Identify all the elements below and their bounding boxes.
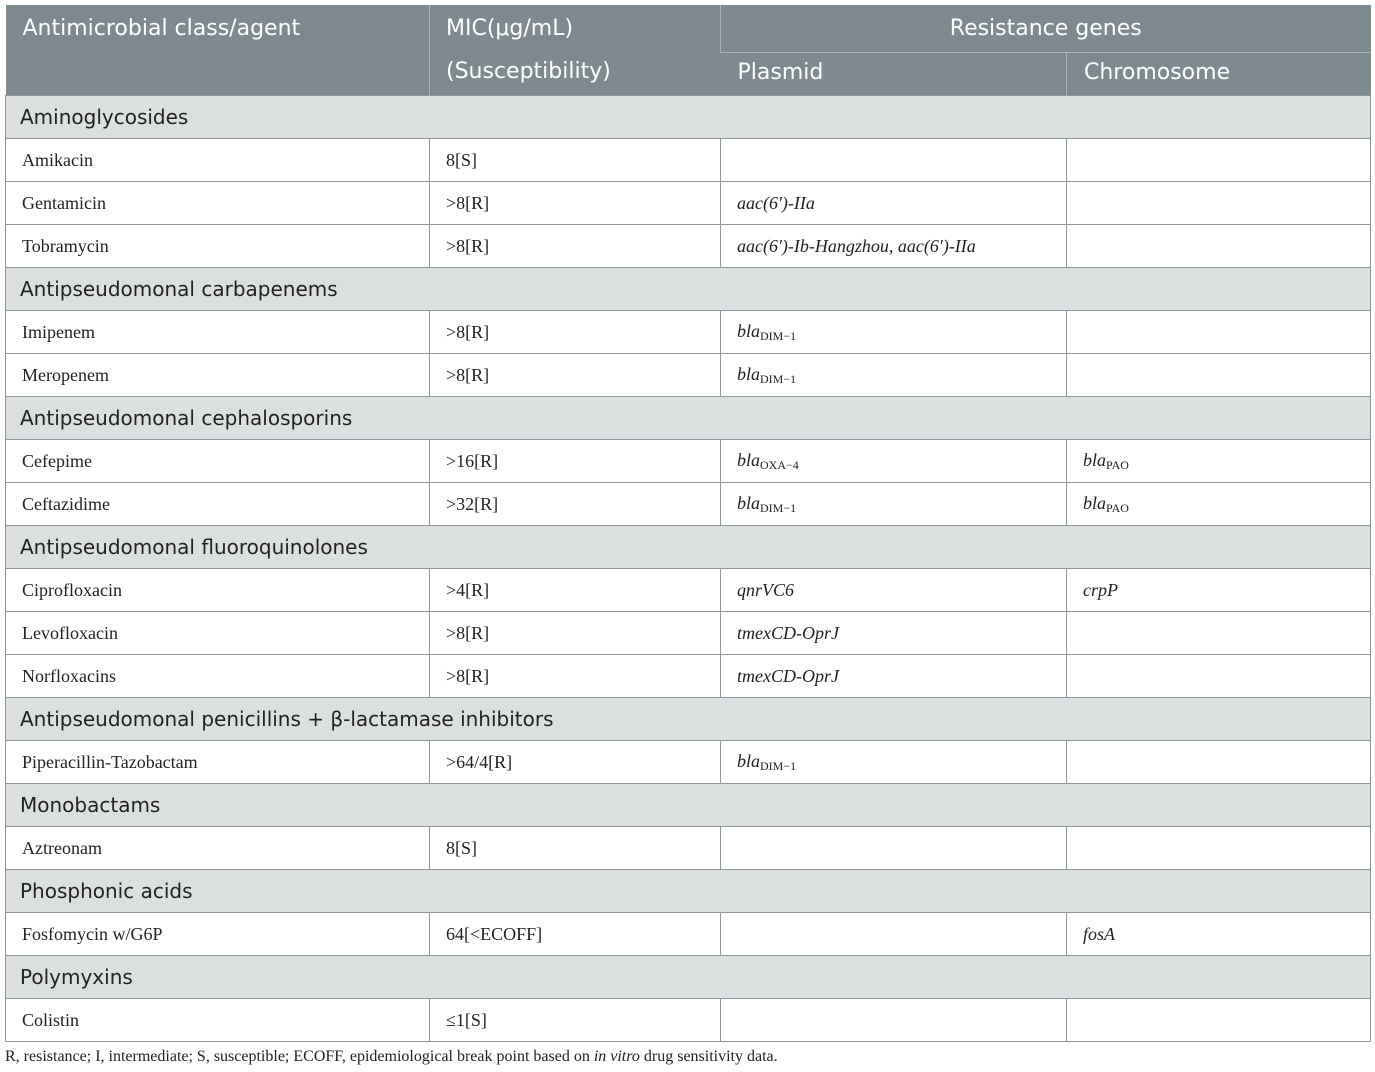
- plasmid-cell: bla$_{OXA-4}$: [721, 440, 1067, 483]
- mic-cell: >4[R]: [430, 569, 721, 612]
- header-agent: Antimicrobial class/agent: [6, 5, 430, 96]
- agent-cell: Colistin: [6, 999, 430, 1042]
- agent-cell: Fosfomycin w/G6P: [6, 913, 430, 956]
- table-row: [6, 913, 1371, 956]
- table-row: [6, 827, 1371, 870]
- plasmid-cell: bla$_{DIM-1}$: [721, 483, 1067, 526]
- category-penicillins: Antipseudomonal penicillins + β-lactamase inhibitors: [6, 698, 1371, 741]
- mic-cell: 8[S]: [430, 139, 721, 182]
- mic-cell: ≤1[S]: [430, 999, 721, 1042]
- agent-cell: Amikacin: [6, 139, 430, 182]
- header-mic-line2: (Susceptibility): [446, 59, 611, 84]
- header-plasmid: Plasmid: [721, 53, 1067, 96]
- table-row: [6, 354, 1371, 397]
- resistance-table-container: [5, 5, 1370, 1042]
- mic-cell: >8[R]: [430, 612, 721, 655]
- table-row: [6, 612, 1371, 655]
- table-row: [6, 311, 1371, 354]
- mic-cell: >64/4[R]: [430, 741, 721, 784]
- plasmid-cell: aac(6′)-Ib-Hangzhou, aac(6′)-IIa: [721, 225, 1067, 268]
- header-chromosome: Chromosome: [1067, 53, 1371, 96]
- mic-cell: 64[<ECOFF]: [430, 913, 721, 956]
- chromosome-cell: [1067, 354, 1371, 397]
- category-carbapenems: Antipseudomonal carbapenems: [6, 268, 1371, 311]
- header-resistance-genes: Resistance genes: [721, 5, 1371, 53]
- table-footnote: R, resistance; I, intermediate; S, susceptible; ECOFF, epidemiological break point based on in vitro drug sensitivity data.: [5, 1048, 778, 1065]
- mic-cell: >8[R]: [430, 655, 721, 698]
- category-row: [6, 526, 1371, 569]
- mic-cell: >16[R]: [430, 440, 721, 483]
- category-monobactams: Monobactams: [6, 784, 1371, 827]
- plasmid-cell: tmexCD-OprJ: [721, 655, 1067, 698]
- chromosome-cell: [1067, 655, 1371, 698]
- plasmid-cell: [721, 913, 1067, 956]
- table-row: [6, 182, 1371, 225]
- category-row: [6, 870, 1371, 913]
- agent-cell: Ceftazidime: [6, 483, 430, 526]
- plasmid-cell: bla$_{DIM-1}$: [721, 311, 1067, 354]
- header-mic-line1: MIC(μg/mL): [446, 16, 574, 41]
- table-header: [6, 5, 1371, 96]
- chromosome-cell: bla$_{PAO}$: [1067, 483, 1371, 526]
- category-row: [6, 397, 1371, 440]
- plasmid-cell: qnrVC6: [721, 569, 1067, 612]
- header-mic: [430, 5, 721, 96]
- chromosome-cell: bla$_{PAO}$: [1067, 440, 1371, 483]
- agent-cell: Tobramycin: [6, 225, 430, 268]
- chromosome-cell: [1067, 741, 1371, 784]
- plasmid-cell: tmexCD-OprJ: [721, 612, 1067, 655]
- category-row: [6, 96, 1371, 139]
- table-row: [6, 741, 1371, 784]
- agent-cell: Meropenem: [6, 354, 430, 397]
- agent-cell: Levofloxacin: [6, 612, 430, 655]
- chromosome-cell: [1067, 999, 1371, 1042]
- mic-cell: >8[R]: [430, 182, 721, 225]
- table-row: [6, 483, 1371, 526]
- plasmid-cell: bla$_{DIM-1}$: [721, 354, 1067, 397]
- agent-cell: Cefepime: [6, 440, 430, 483]
- category-cephalosporins: Antipseudomonal cephalosporins: [6, 397, 1371, 440]
- chromosome-cell: [1067, 225, 1371, 268]
- resistance-table: [5, 5, 1371, 1042]
- category-fluoroquinolones: Antipseudomonal fluoroquinolones: [6, 526, 1371, 569]
- category-phosphonic-acids: Phosphonic acids: [6, 870, 1371, 913]
- table-row: [6, 139, 1371, 182]
- category-row: [6, 956, 1371, 999]
- plasmid-cell: aac(6′)-IIa: [721, 182, 1067, 225]
- agent-cell: Norfloxacins: [6, 655, 430, 698]
- category-polymyxins: Polymyxins: [6, 956, 1371, 999]
- agent-cell: Piperacillin-Tazobactam: [6, 741, 430, 784]
- chromosome-cell: [1067, 139, 1371, 182]
- plasmid-cell: [721, 139, 1067, 182]
- plasmid-cell: bla$_{DIM-1}$: [721, 741, 1067, 784]
- category-row: [6, 784, 1371, 827]
- category-row: [6, 698, 1371, 741]
- mic-cell: >32[R]: [430, 483, 721, 526]
- plasmid-cell: [721, 827, 1067, 870]
- chromosome-cell: fosA: [1067, 913, 1371, 956]
- agent-cell: Imipenem: [6, 311, 430, 354]
- chromosome-cell: [1067, 827, 1371, 870]
- agent-cell: Gentamicin: [6, 182, 430, 225]
- chromosome-cell: [1067, 612, 1371, 655]
- table-row: [6, 569, 1371, 612]
- mic-cell: >8[R]: [430, 354, 721, 397]
- category-row: [6, 268, 1371, 311]
- mic-cell: >8[R]: [430, 311, 721, 354]
- table-row: [6, 225, 1371, 268]
- table-row: [6, 999, 1371, 1042]
- mic-cell: >8[R]: [430, 225, 721, 268]
- chromosome-cell: [1067, 182, 1371, 225]
- plasmid-cell: [721, 999, 1067, 1042]
- agent-cell: Aztreonam: [6, 827, 430, 870]
- table-row: [6, 655, 1371, 698]
- category-aminoglycosides: Aminoglycosides: [6, 96, 1371, 139]
- mic-cell: 8[S]: [430, 827, 721, 870]
- chromosome-cell: [1067, 311, 1371, 354]
- agent-cell: Ciprofloxacin: [6, 569, 430, 612]
- table-row: [6, 440, 1371, 483]
- chromosome-cell: crpP: [1067, 569, 1371, 612]
